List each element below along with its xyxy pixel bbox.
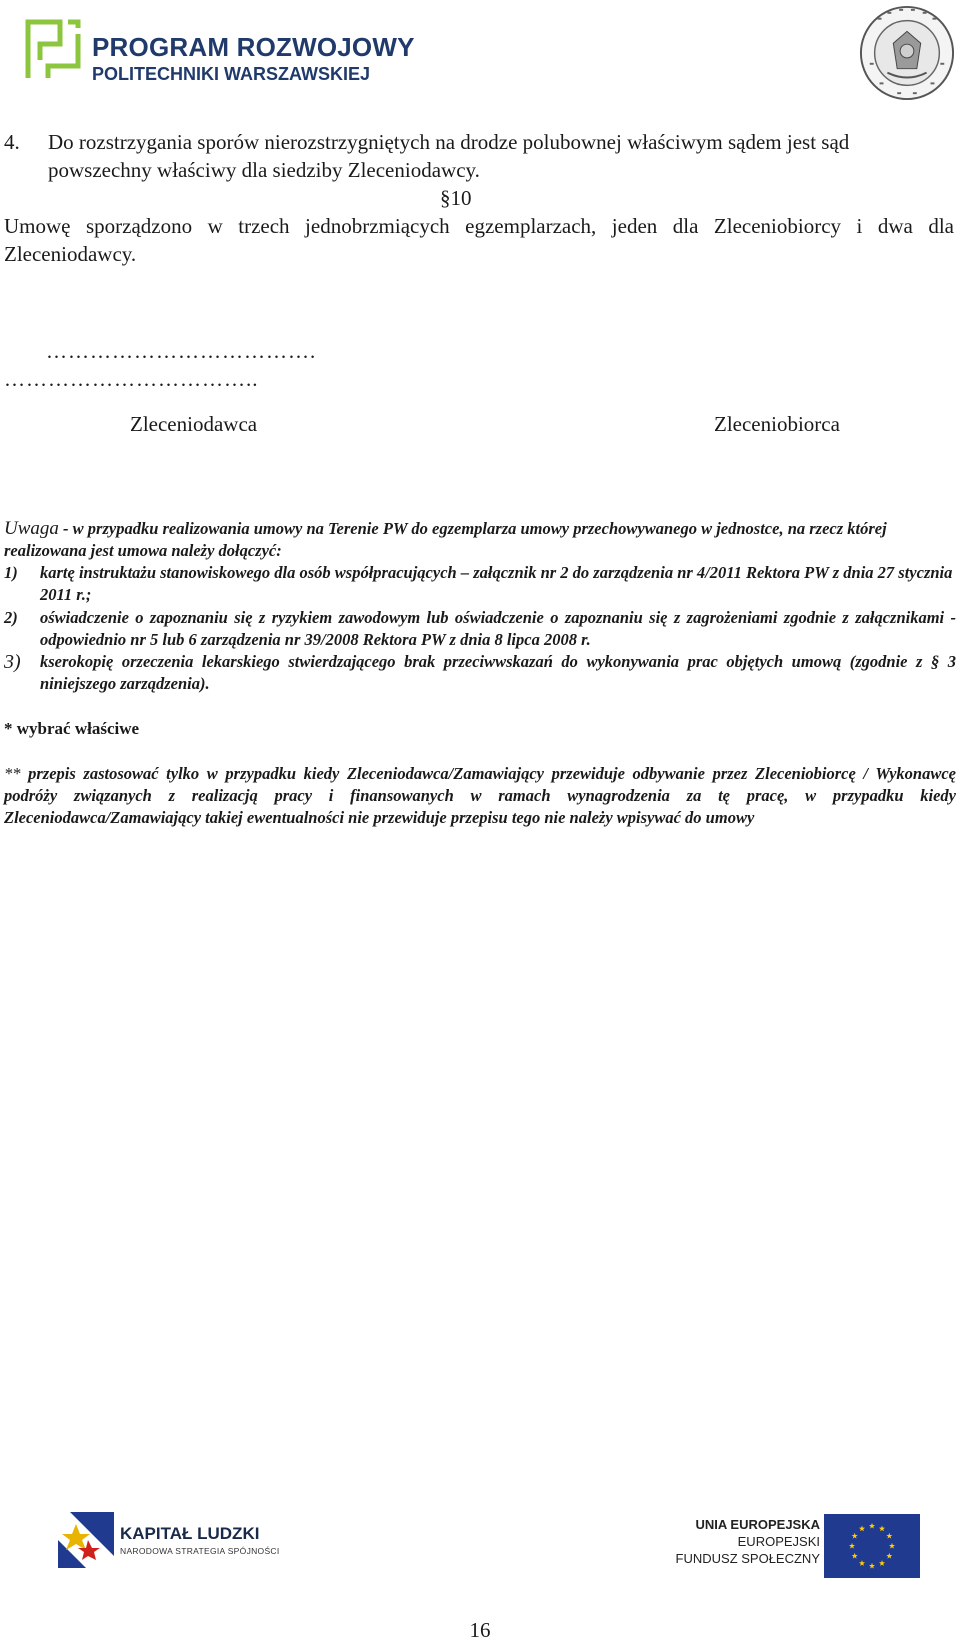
- footnote-przepis-marker: **: [4, 764, 21, 783]
- kapital-ludzki-logo: [56, 1510, 280, 1572]
- pw-seal-icon: [858, 4, 956, 102]
- program-rozwojowy-logo: [22, 14, 415, 84]
- signature-line-left: ……………………………….: [46, 339, 317, 363]
- kapital-ludzki-title: KAPITAŁ LUDZKI: [120, 1524, 260, 1543]
- program-title-line1: PROGRAM ROZWOJOWY: [92, 32, 415, 62]
- item-4-number: 4.: [4, 130, 20, 154]
- signature-label-zleceniodawca: Zleceniodawca: [130, 412, 258, 436]
- signature-label-zleceniobiorca: Zleceniobiorca: [714, 412, 840, 436]
- pr-logo-mark-icon: [22, 14, 84, 82]
- uwaga-label: Uwaga: [4, 518, 59, 539]
- program-title-line2: POLITECHNIKI WARSZAWSKIEJ: [92, 64, 371, 84]
- attachment-2-text: oświadczenie o zapoznaniu się z ryzykiem zawodowym lub oświadczenie o zapoznaniu się z zagrożeniami zgodnie z załącznikami - odpowiednio nr 5 lub 6 zarządzenia nr 39/2008 Rektora PW z dnia 8 lipca 2008 r.: [40, 608, 956, 649]
- eu-logo: [675, 1514, 920, 1576]
- footnote-przepis-text: przepis zastosować tylko w przypadku kiedy Zleceniodawca/Zamawiający przewiduje odbywanie przez Zleceniobiorcę / Wykonawcę podróży związanych z realizacją pracy i finansowanych w ramach wynagrodzenia za tę pracę, w przypadku kiedy Zleceniodawca/Zamawiający takiej ewentualności nie przewiduje przepisu tego nie należy wpisywać do umowy: [4, 764, 956, 827]
- eu-logo-text: [676, 1516, 820, 1567]
- uwaga-text: - w przypadku realizowania umowy na Terenie PW do egzemplarza umowy przechowywanego w jednostce, na rzecz której realizowana jest umowa należy dołączyć:: [4, 519, 887, 560]
- attachment-3-text: kserokopię orzeczenia lekarskiego stwierdzającego brak przeciwwskazań do wykonywania prac objętych umową (zgodnie z § 3 niniejszego zarządzenia).: [40, 652, 956, 693]
- eu-line3: FUNDUSZ SPOŁECZNY: [675, 1551, 820, 1566]
- section-10-text: Umowę sporządzono w trzech jednobrzmiących egzemplarzach, jeden dla Zleceniobiorcy i dwa dla Zleceniodawcy.: [4, 214, 954, 266]
- eu-line2: EUROPEJSKI: [737, 1534, 820, 1549]
- page-number: 16: [469, 1618, 491, 1642]
- section-10-heading: §10: [440, 186, 472, 210]
- attachment-1-text: kartę instruktażu stanowiskowego dla osób współpracujących – załącznik nr 2 do zarządzenia nr 4/2011 Rektora PW z dnia 27 stycznia 2011 r.;: [40, 563, 953, 604]
- uwaga-note: [4, 518, 956, 562]
- kapital-ludzki-subtitle: NARODOWA STRATEGIA SPÓJNOŚCI: [120, 1546, 280, 1556]
- eu-line1: UNIA EUROPEJSKA: [695, 1517, 820, 1532]
- kapital-ludzki-mark-icon: [56, 1510, 116, 1570]
- signature-line-right: ……………………………..: [4, 367, 259, 391]
- attachment-3-number: 3): [4, 651, 21, 673]
- footnote-wybrac: * wybrać właściwe: [4, 719, 140, 738]
- attachment-1-number: 1): [4, 563, 18, 582]
- eu-flag-icon: [824, 1514, 920, 1578]
- item-4-text: Do rozstrzygania sporów nierozstrzygniętych na drodze polubownej właściwym sądem jest sąd powszechny właściwy dla siedziby Zleceniodawcy.: [48, 130, 850, 182]
- footnote-przepis: [4, 763, 956, 829]
- attachment-2-number: 2): [4, 608, 18, 627]
